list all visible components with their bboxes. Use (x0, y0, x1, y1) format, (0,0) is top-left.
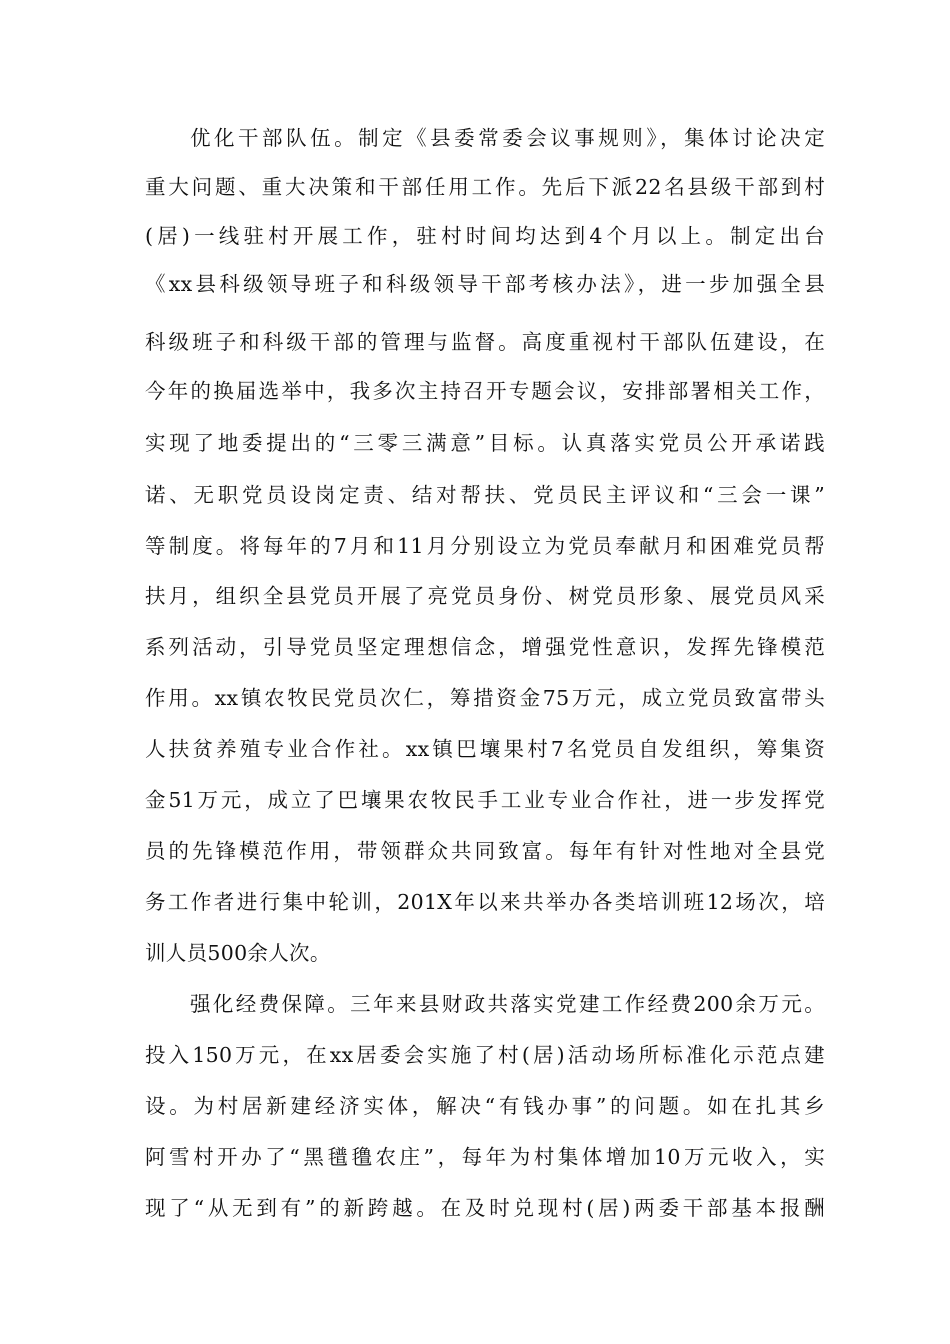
paragraph-1-line-7: 实现了地委提出的“三零三满意”目标。认真落实党员公开承诺践 (145, 431, 825, 455)
paragraph-1-line-4: 《xx县科级领导班子和科级领导干部考核办法》，进一步加强全县 (145, 272, 825, 296)
paragraph-1-line-13: 人扶贫养殖专业合作社。xx镇巴壤果村7名党员自发组织，筹集资 (145, 737, 825, 761)
paragraph-1-line-17: 训人员500余人次。 (145, 941, 331, 965)
paragraph-1-line-9: 等制度。将每年的7月和11月分别设立为党员奉献月和困难党员帮 (145, 534, 825, 558)
paragraph-1-line-15: 员的先锋模范作用，带领群众共同致富。每年有针对性地对全县党 (145, 839, 825, 863)
paragraph-1-line-14: 金51万元，成立了巴壤果农牧民手工业专业合作社，进一步发挥党 (145, 788, 825, 812)
paragraph-2-line-5: 现了“从无到有”的新跨越。在及时兑现村(居)两委干部基本报酬 (145, 1196, 825, 1220)
paragraph-1-line-10: 扶月，组织全县党员开展了亮党员身份、树党员形象、展党员风采 (145, 584, 825, 608)
paragraph-1-line-6: 今年的换届选举中，我多次主持召开专题会议，安排部署相关工作， (145, 379, 825, 403)
paragraph-1-line-12: 作用。xx镇农牧民党员次仁，筹措资金75万元，成立党员致富带头 (145, 686, 825, 710)
paragraph-2-line-2: 投入150万元，在xx居委会实施了村(居)活动场所标准化示范点建 (145, 1043, 825, 1067)
paragraph-2-line-3: 设。为村居新建经济实体，解决“有钱办事”的问题。如在扎其乡 (145, 1094, 825, 1118)
paragraph-1-line-2: 重大问题、重大决策和干部任用工作。先后下派22名县级干部到村 (145, 175, 825, 199)
paragraph-1-line-5: 科级班子和科级干部的管理与监督。高度重视村干部队伍建设，在 (145, 330, 825, 354)
paragraph-1-line-16: 务工作者进行集中轮训，201X年以来共举办各类培训班12场次，培 (145, 890, 825, 914)
paragraph-1-line-1: 优化干部队伍。制定《县委常委会议事规则》，集体讨论决定 (190, 126, 825, 150)
paragraph-2-line-1: 强化经费保障。三年来县财政共落实党建工作经费200余万元。 (190, 992, 825, 1016)
paragraph-1-line-3: (居)一线驻村开展工作，驻村时间均达到4个月以上。制定出台 (145, 224, 825, 248)
paragraph-1-line-8: 诺、无职党员设岗定责、结对帮扶、党员民主评议和“三会一课” (145, 483, 825, 507)
paragraph-1-line-11: 系列活动，引导党员坚定理想信念，增强党性意识，发挥先锋模范 (145, 635, 825, 659)
paragraph-2-line-4: 阿雪村开办了“黑氆氇农庄”，每年为村集体增加10万元收入，实 (145, 1145, 825, 1169)
